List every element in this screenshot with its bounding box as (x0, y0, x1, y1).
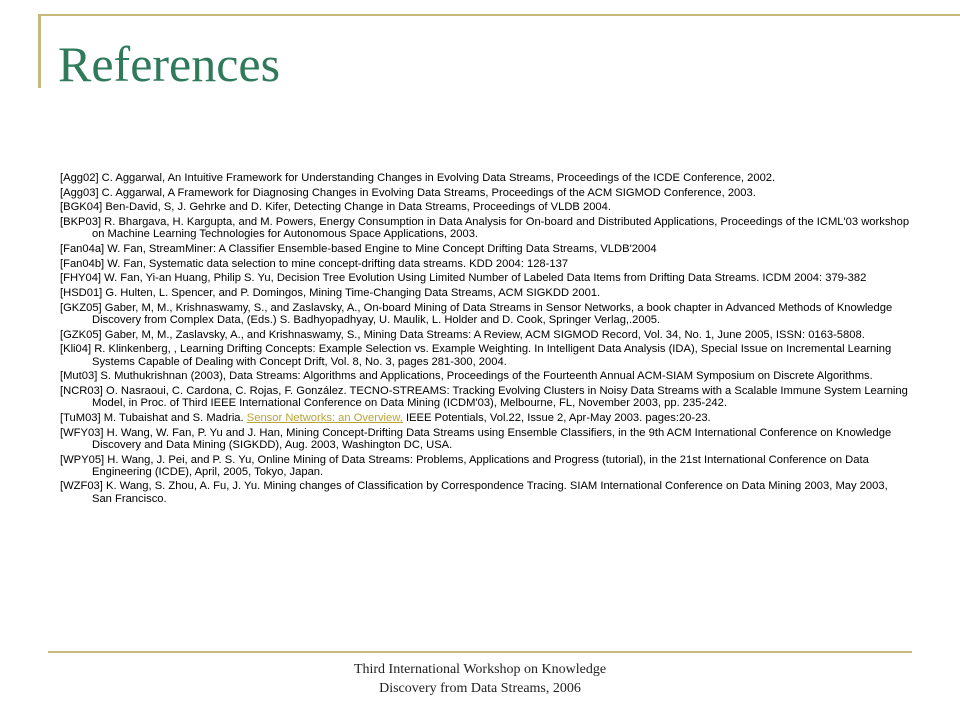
reference-gkz05: [GKZ05] Gaber, M, M., Krishnaswamy, S., and Zaslavsky, A., On-board Mining of Data Streams in Sensor Networks, a book chapter in Advanced Methods of Knowledge Discovery from Complex Data, (Eds.) S. Badhyopadhyay, U. Maulik, L. Holder and D. Cook, Springer Verlag,.2005. (60, 301, 893, 327)
reference-agg03: [Agg03] C. Aggarwal, A Framework for Diagnosing Changes in Evolving Data Streams, Proceedings of the ACM SIGMOD Conference, 2003. (60, 186, 756, 199)
reference-hsd01: [HSD01] G. Hulten, L. Spencer, and P. Domingos, Mining Time-Changing Data Streams, ACM SIGKDD 2001. (60, 287, 601, 300)
footer-line-2: Discovery from Data Streams, 2006 (379, 681, 581, 696)
reference-agg02: [Agg02] C. Aggarwal, An Intuitive Framework for Understanding Changes in Evolving Data Streams, Proceedings of the ICDE Conference, 2002. (60, 172, 776, 184)
reference-tum03-prefix: [TuM03] M. Tubaishat and S. Madria. (60, 411, 244, 424)
footer-rule (48, 651, 912, 653)
reference-fhy04: [FHY04] W. Fan, Yi-an Huang, Philip S. Yu, Decision Tree Evolution Using Limited Number of Labeled Data Items from Drifting Data Streams. ICDM 2004: 379-382 (60, 272, 867, 285)
reference-tum03 (60, 412, 910, 424)
reference-kli04: [Kli04] R. Klinkenberg, , Learning Drifting Concepts: Example Selection vs. Example Weighting. In Intelligent Data Analysis (IDA), Special Issue on Incremental Learning Systems Capable of Dealing with Concept Drift, Vol. 8, No. 3, pages 281-300, 2004. (60, 343, 892, 368)
sensor-networks-link[interactable]: Sensor Networks: an Overview, (246, 411, 403, 424)
reference-ncr03: [NCR03] O. Nasraoui, C. Cardona, C. Rojas, F. González. TECNO-STREAMS: Tracking Evolving Clusters in Noisy Data Streams with a Scalable Immune System Learning Model, in Proc. of Third IEEE International Conference on Data Mining (ICDM'03), Melbourne, FL, November 2003, pp. 235-242. (60, 385, 908, 410)
reference-tum03-suffix: IEEE Potentials, Vol.22, Issue 2, Apr-May 2003. pages:20-23. (405, 411, 711, 424)
frame-top-rule (38, 14, 960, 16)
footer-line-1: Third International Workshop on Knowledge (353, 662, 607, 677)
reference-list (60, 172, 910, 507)
reference-fan04a: [Fan04a] W. Fan, StreamMiner: A Classifier Ensemble-based Engine to Mine Concept Drifting Data Streams, VLDB'2004 (60, 243, 657, 256)
reference-wfy03: [WFY03] H. Wang, W. Fan, P. Yu and J. Han, Mining Concept-Drifting Data Streams using Ensemble Classifiers, in the 9th ACM International Conference on Knowledge Discovery and Data Mining (SIGKDD), Aug. 2003, Washington DC, USA. (60, 426, 892, 451)
reference-bkp03: [BKP03] R. Bhargava, H. Kargupta, and M. Powers, Energy Consumption in Data Analysis for On-board and Distributed Applications, Proceedings of the ICML'03 workshop on Machine Learning Technologies for Autonomous Space Applications, 2003. (60, 216, 910, 241)
reference-mut03: [Mut03] S. Muthukrishnan (2003), Data Streams: Algorithms and Applications, Proceedings of the Fourteenth Annual ACM-SIAM Symposium on Discrete Algorithms. (60, 370, 873, 383)
reference-bgk04: [BGK04] Ben-David, S, J. Gehrke and D. Kifer, Detecting Change in Data Streams, Proceedings of VLDB 2004. (60, 201, 611, 214)
slide-title: References (58, 36, 281, 92)
frame-left-rule (38, 14, 41, 88)
reference-fan04b: [Fan04b] W. Fan, Systematic data selection to mine concept-drifting data streams. KDD 2004: 128-137 (60, 257, 569, 270)
reference-wpy05: [WPY05] H. Wang, J. Pei, and P. S. Yu, Online Mining of Data Streams: Problems, Applications and Progress (tutorial), in the 21st International Conference on Data Engineering (ICDE), April, 2005, Tokyo, Japan. (60, 453, 869, 478)
reference-wzf03: [WZF03] K. Wang, S. Zhou, A. Fu, J. Yu. Mining changes of Classification by Correspondence Tracing. SIAM International Conference on Data Mining 2003, May 2003, San Francisco. (60, 480, 888, 505)
footer (0, 660, 960, 698)
reference-gzk05: [GZK05] Gaber, M, M., Zaslavsky, A., and Krishnaswamy, S., Mining Data Streams: A Review, ACM SIGMOD Record, Vol. 34, No. 1, June 2005, ISSN: 0163-5808. (60, 328, 865, 341)
